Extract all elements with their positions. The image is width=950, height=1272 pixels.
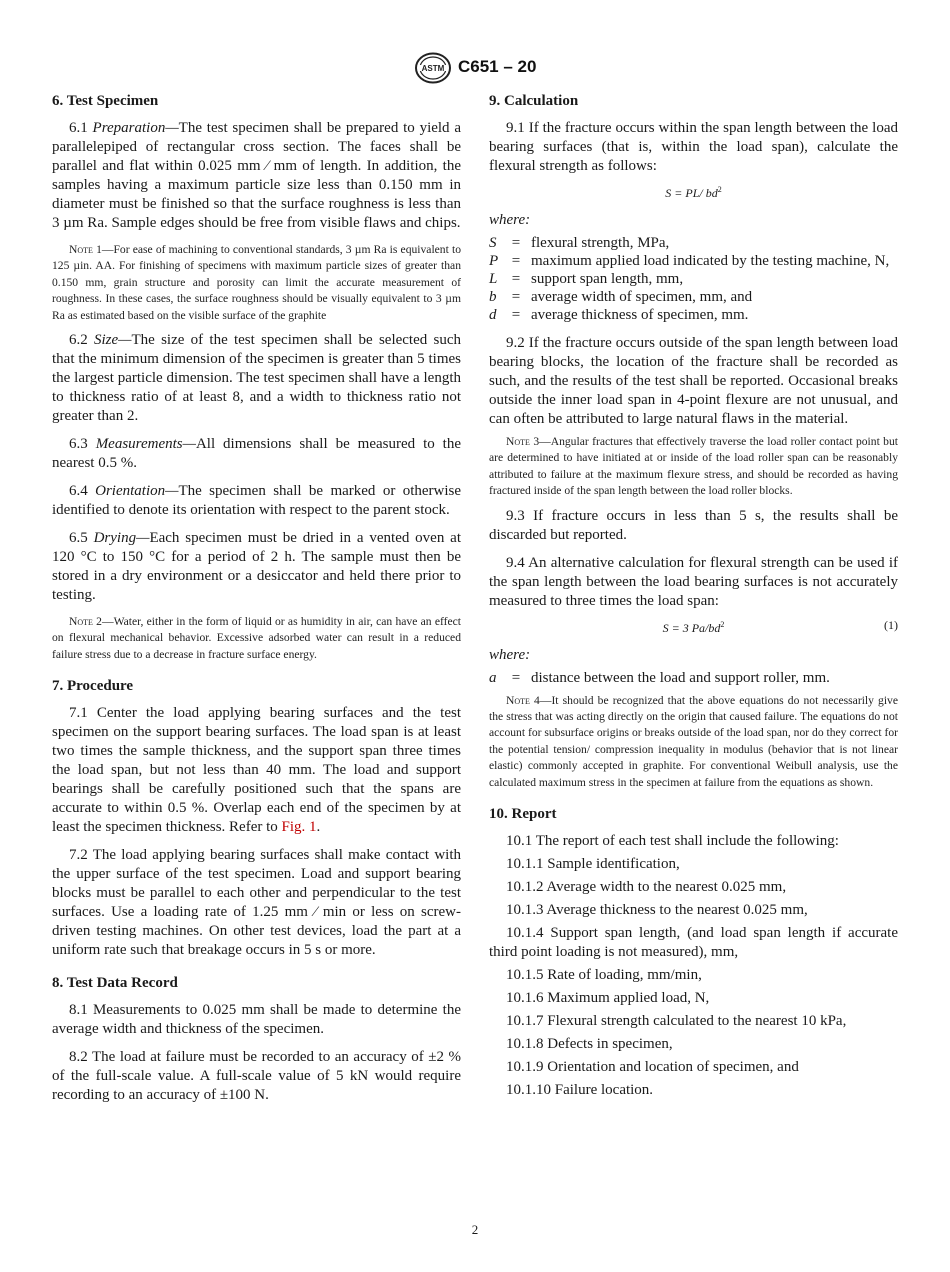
- paragraph-6-5: [52, 529, 461, 605]
- para-text: 9.4 An alternative calculation for flexural strength can be used if the span length between the load bearing surfaces is not accurately measured to three times the load span:: [489, 554, 898, 609]
- paragraph-6-1: [52, 119, 461, 233]
- document-id: C651 – 20: [458, 57, 537, 76]
- note-text: —It should be recognized that the above equations do not necessarily give the stress that was acting directly on the origin that caused failure. The equations do not account for subsurface origins or breaks outside of the load span, nor do they correct for the potential tension/ compression inequality in modulus (behavior that is not linear elastic) commonly accepted in graphite. For conventional Weibull analysis, use the calculated maximum stress in the specimen at failure from the equations as shown.: [489, 693, 899, 789]
- where-label-1: where:: [489, 212, 531, 228]
- para-title: Preparation—: [92, 120, 179, 136]
- page-header: [0, 52, 950, 86]
- right-column: [489, 92, 898, 1104]
- para-text: The size of the test specimen shall be selected such that the minimum dimension of the specimen is greater than 5 times the largest particle dimension. The test specimen shall have a length to thickness ratio of at least 8, and a width to thickness ratio not greater than 2.: [52, 332, 462, 425]
- para-number: 6.1: [69, 120, 88, 136]
- para-text: The specimen shall be marked or otherwise identified to denote its orientation with respect to the parent stock.: [52, 483, 462, 519]
- definition-row: [489, 306, 898, 324]
- para-title: Measurements—: [95, 436, 196, 453]
- definition-sym: P: [489, 253, 499, 269]
- definition-row: [489, 288, 898, 306]
- report-item: 10.1.5 Rate of loading, mm/min,: [506, 967, 702, 984]
- para-title: Drying—: [93, 530, 150, 547]
- report-item: 10.1 The report of each test shall include the following:: [506, 833, 839, 850]
- note-label: Note 2: [69, 615, 102, 629]
- para-number: 6.2: [69, 332, 88, 349]
- definition-sym: b: [489, 289, 497, 305]
- paragraph-8-1: [52, 1001, 461, 1039]
- report-item: 10.1.4 Support span length, (and load span length if accurate third point loading is not measured), mm,: [489, 925, 898, 961]
- section-8-heading: 8. Test Data Record: [52, 975, 178, 992]
- note-4: [489, 693, 898, 791]
- definition-row: [489, 234, 898, 252]
- astm-logo-icon: [414, 52, 452, 84]
- formula-1: [489, 182, 898, 201]
- section-6-heading: 6. Test Specimen: [52, 93, 159, 109]
- left-column: [52, 92, 461, 1114]
- report-item: 10.1.8 Defects in specimen,: [506, 1036, 673, 1053]
- para-text: 9.1 If the fracture occurs within the span length between the load bearing surfaces (that is, within the load span), calculate the flexural strength as follows:: [489, 120, 898, 174]
- section-7-heading: 7. Procedure: [52, 678, 134, 695]
- para-text: Each specimen must be dried in a vented oven at 120 °C to 150 °C for a period of 2 h. The sample must then be stored in a dry environment or a desiccator and held there prior to testing.: [52, 530, 461, 604]
- paragraph-6-4: [52, 482, 461, 520]
- definition-eq: =: [511, 253, 521, 269]
- definition-row: [489, 669, 898, 687]
- svg-text:ASTM: ASTM: [421, 64, 445, 73]
- paragraph-6-3: [52, 435, 461, 473]
- formula-main: S = 3 Pa/bd: [662, 620, 721, 635]
- report-item: 10.1.7 Flexural strength calculated to the nearest 10 kPa,: [506, 1013, 847, 1030]
- formula-exponent: 2: [720, 619, 725, 629]
- para-text: 8.1 Measurements to 0.025 mm shall be made to determine the average width and thickness of the specimen.: [52, 1002, 461, 1038]
- para-title: Orientation—: [95, 483, 179, 500]
- paragraph-6-2: [52, 331, 461, 426]
- section-9-heading: 9. Calculation: [489, 93, 579, 109]
- equation-number: (1): [884, 617, 898, 632]
- formula-exponent: 2: [717, 185, 722, 194]
- definition-eq: =: [511, 271, 521, 287]
- paragraph-7-1: 7.1 Center the load applying bearing surfaces and the test specimen on the support bearing surfaces. The load span is at least two times the sample thickness, and the support span three times the load span, but not less than 40 mm. The load and support bearings shall be carefully positioned such that the spans are accurate to within 0.5 %. Overlap each end of the specimen by at least the specimen thickness. Refer to Fig. 1.: [52, 705, 461, 836]
- report-item: 10.1.10 Failure location.: [506, 1082, 654, 1099]
- report-item: 10.1.1 Sample identification,: [506, 856, 680, 873]
- report-item: 10.1.2 Average width to the nearest 0.025 mm,: [506, 879, 787, 896]
- paragraph-7-2: [52, 846, 461, 960]
- paragraph-9-1: [489, 119, 898, 176]
- report-items-list: [489, 832, 898, 1100]
- definition-eq: =: [511, 235, 521, 251]
- page-number: 2: [471, 1222, 479, 1237]
- definition-row: [489, 252, 898, 270]
- note-label: Note 4: [506, 693, 540, 707]
- note-label: Note 1: [69, 243, 102, 256]
- definition-txt: average width of specimen, mm, and: [531, 289, 753, 305]
- note-3: [489, 434, 898, 500]
- note-text: —Water, either in the form of liquid or as humidity in air, can have an effect on flexural mechanical behavior. Excessive adsorbed water can result in a reduced failure stress due to a decrease in fracture surface energy.: [52, 615, 461, 661]
- paragraph-9-3: [489, 507, 898, 545]
- definition-sym: L: [489, 271, 498, 287]
- definition-list-1: [489, 234, 898, 324]
- definition-sym: S: [489, 235, 497, 251]
- para-text: 9.2 If the fracture occurs outside of the span length between load bearing blocks, the location of the fracture shall be recorded as such, and the results of the test shall be reported. Occasional breaks outside the inner load span in 4-point flexure are not unusual, and can often be attributed to large natural flaws in the material.: [489, 335, 898, 427]
- definition-row: [489, 270, 898, 288]
- definition-eq: =: [511, 289, 521, 305]
- figure-1-link[interactable]: Fig. 1: [281, 819, 317, 836]
- paragraph-9-4: [489, 554, 898, 611]
- definition-txt: support span length, mm,: [531, 271, 684, 287]
- para-text: 8.2 The load at failure must be recorded to an accuracy of ±2 % of the full-scale value. A full-scale value of 5 kN would require recording to an accuracy of ±100 N.: [52, 1049, 461, 1104]
- formula-2: [489, 617, 898, 636]
- definition-sym: a: [489, 669, 497, 686]
- paragraph-8-2: [52, 1048, 461, 1105]
- note-text: —For ease of machining to conventional standards, 3 µm Ra is equivalent to 125 µin. AA. For finishing of specimens with maximum particle sizes of greater than 0.150 mm, grain structure and porosity can limit the accurate measurement of roughness. In these cases, the surface roughness should be visually equivalent to 3 µm Ra as estimated based on the visible surface of the graphite: [52, 243, 462, 322]
- note-1: [52, 242, 461, 324]
- para-text: The test specimen shall be prepared to yield a parallelepiped of rectangular cross section. The faces shall be parallel and flat within 0.025 mm ⁄ mm of length. In addition, the samples having a maximum particle size less than 0.150 mm in diameter must be finished so that the surface roughness is less than 3 µm Ra. Sample edges should be free from visible flaws and chips.: [52, 120, 462, 231]
- definition-txt: maximum applied load indicated by the testing machine, N,: [531, 253, 890, 269]
- note-2: [52, 614, 461, 663]
- section-10-heading: 10. Report: [489, 806, 557, 823]
- para-text: 7.2 The load applying bearing surfaces shall make contact with the upper surface of the test specimen. Load and support bearing blocks must be parallel to each other and perpendicular to the test surfaces. Use a loading rate of 1.25 mm ⁄ min or less on screw-driven testing machines. On other test devices, load the part at a uniform rate such that breakage occurs in 5 s or more.: [52, 847, 461, 959]
- para-number: 6.5: [69, 530, 88, 547]
- note-label: Note 3: [506, 435, 540, 448]
- definition-eq: =: [511, 669, 521, 686]
- report-item: 10.1.3 Average thickness to the nearest 0.025 mm,: [506, 902, 808, 919]
- report-item: 10.1.6 Maximum applied load, N,: [506, 990, 710, 1007]
- para-number: 6.4: [69, 483, 88, 500]
- para-title: Size—: [94, 332, 132, 349]
- para-text: 7.1 Center the load applying bearing surfaces and the test specimen on the support bearing surfaces. The load span is at least two times the sample thickness, and the support span three times the load span, but not less than 40 mm. The load and support bearings shall be carefully positioned such that the spans are accurate to within 0.5 %. Overlap each end of the specimen by at least the specimen thickness. Refer to: [52, 705, 461, 836]
- para-text: All dimensions shall be measured to the nearest 0.5 %.: [52, 436, 461, 472]
- para-number: 6.3: [69, 436, 88, 453]
- definition-txt: average thickness of specimen, mm.: [531, 307, 749, 323]
- definition-sym: d: [489, 307, 497, 323]
- definition-list-2: [489, 669, 898, 687]
- paragraph-9-2: [489, 334, 898, 429]
- where-label-2: where:: [489, 646, 531, 663]
- definition-eq: =: [511, 307, 521, 323]
- report-item: 10.1.9 Orientation and location of specimen, and: [506, 1059, 799, 1076]
- definition-txt: flexural strength, MPa,: [531, 235, 670, 251]
- para-text: 9.3 If fracture occurs in less than 5 s, the results shall be discarded but reported.: [489, 507, 898, 543]
- note-text: —Angular fractures that effectively traverse the load roller contact point but are determined to have initiated at or inside of the load roller span can be reasonably attributed to failure at the maximum flexure stress, and should be recorded as having fractured inside of the span length between the load roller blocks.: [489, 435, 898, 498]
- definition-txt: distance between the load and support roller, mm.: [531, 669, 830, 686]
- formula-main: S = PL/ bd: [665, 186, 718, 200]
